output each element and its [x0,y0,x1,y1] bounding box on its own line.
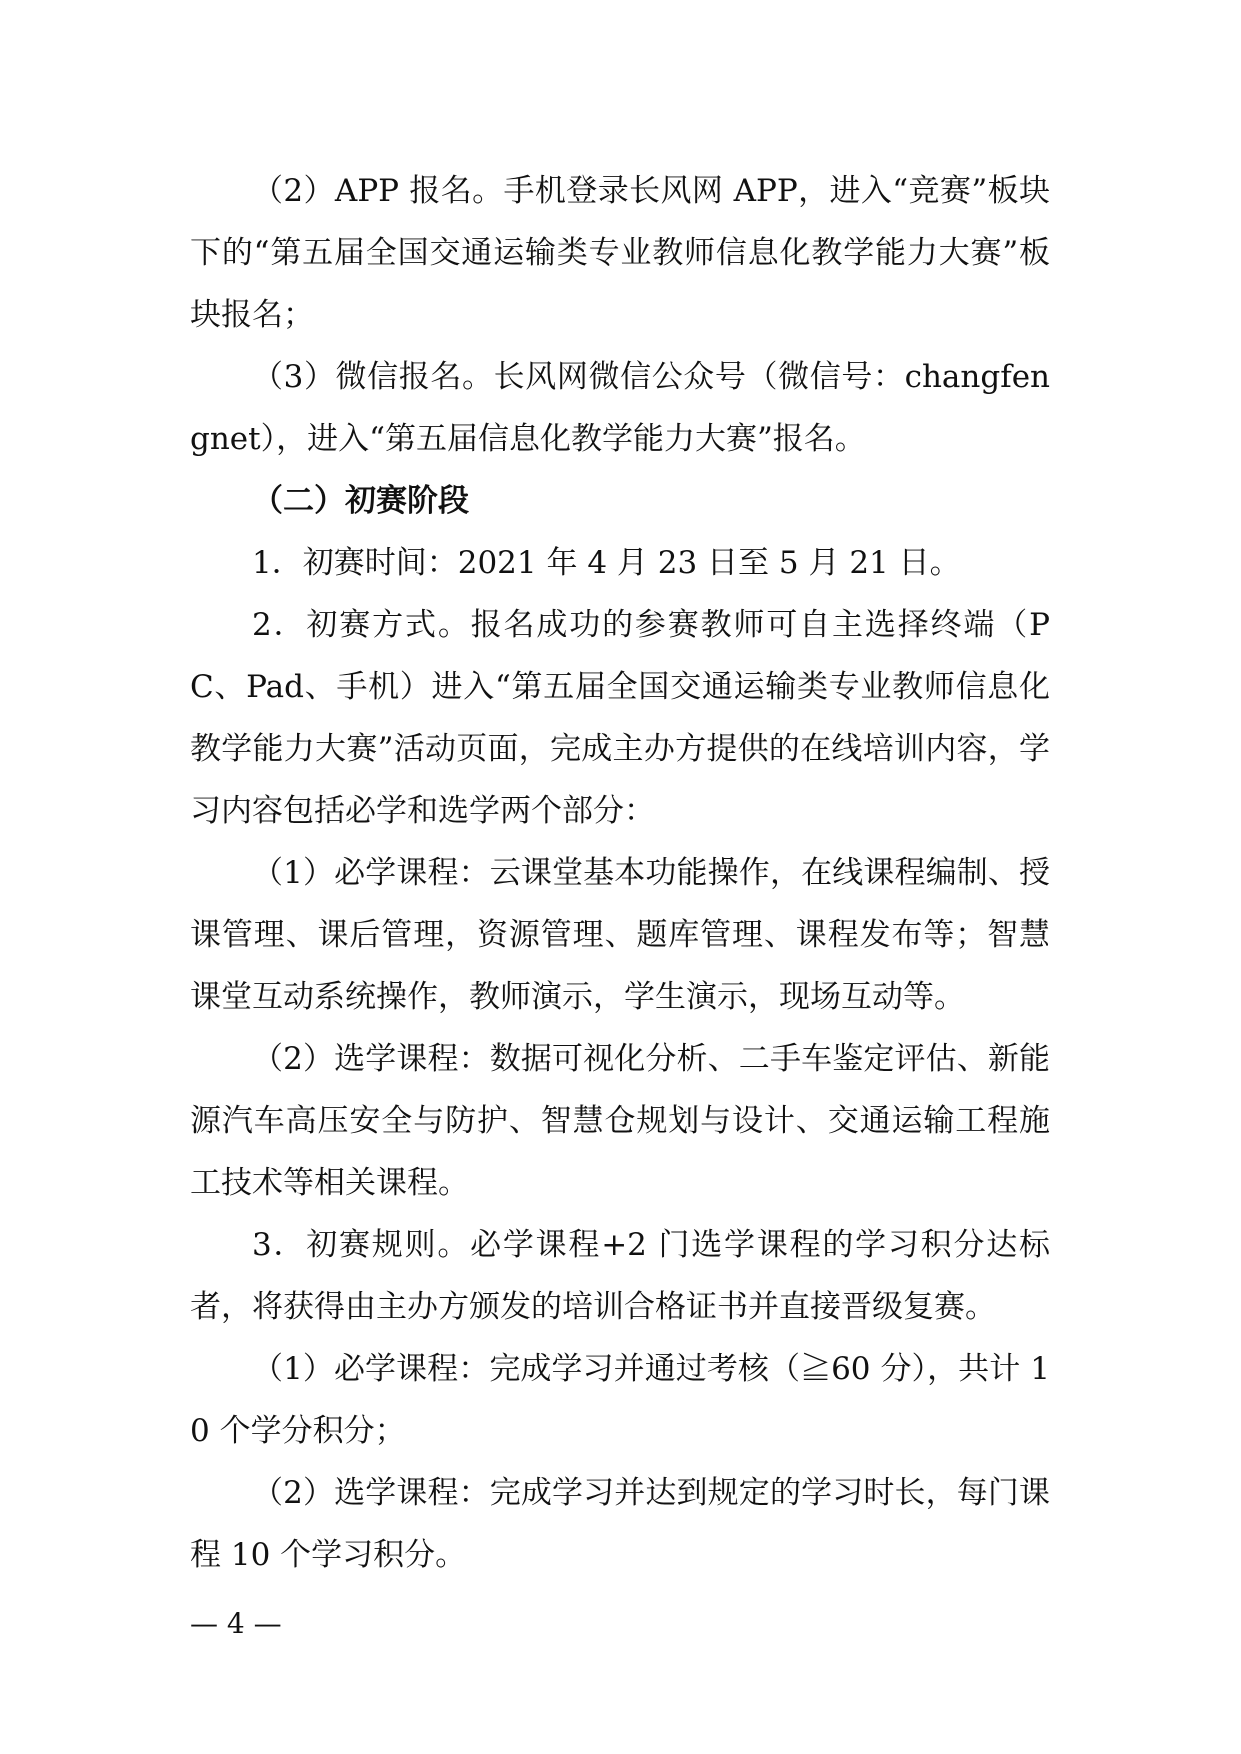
paragraph-required-credits: （1）必学课程：完成学习并通过考核（≧60 分），共计 10 个学分积分； [190,1351,1050,1449]
page-number: — 4 — [190,1607,282,1640]
paragraph-required-courses: （1）必学课程：云课堂基本功能操作，在线课程编制、授课管理、课后管理，资源管理、题库管理、课程发布等；智慧课堂互动系统操作，教师演示，学生演示，现场互动等。 [190,855,1050,1015]
paragraph-elective-courses: （2）选学课程：数据可视化分析、二手车鉴定评估、新能源汽车高压安全与防护、智慧仓规划与设计、交通运输工程施工技术等相关课程。 [190,1041,1050,1201]
paragraph-elective-credits: （2）选学课程：完成学习并达到规定的学习时长，每门课程 10 个学习积分。 [190,1475,1050,1573]
paragraph-app-registration: （2）APP 报名。手机登录长风网 APP，进入“竞赛”板块下的“第五届全国交通运输类专业教师信息化教学能力大赛”板块报名； [190,173,1050,333]
paragraph-preliminary-method: 2．初赛方式。报名成功的参赛教师可自主选择终端（PC、Pad、手机）进入“第五届全国交通运输类专业教师信息化教学能力大赛”活动页面，完成主办方提供的在线培训内容，学习内容包括必学和选学两个部分： [190,607,1050,829]
paragraph-wechat-registration: （3）微信报名。长风网微信公众号（微信号：changfengnet），进入“第五届信息化教学能力大赛”报名。 [190,359,1050,457]
section-heading-preliminary: （二）初赛阶段 [252,483,469,519]
paragraph-preliminary-rules: 3．初赛规则。必学课程+2 门选学课程的学习积分达标者，将获得由主办方颁发的培训合格证书并直接晋级复赛。 [190,1227,1050,1325]
paragraph-preliminary-time: 1．初赛时间：2021 年 4 月 23 日至 5 月 21 日。 [252,545,961,581]
document-body [190,160,1050,1586]
